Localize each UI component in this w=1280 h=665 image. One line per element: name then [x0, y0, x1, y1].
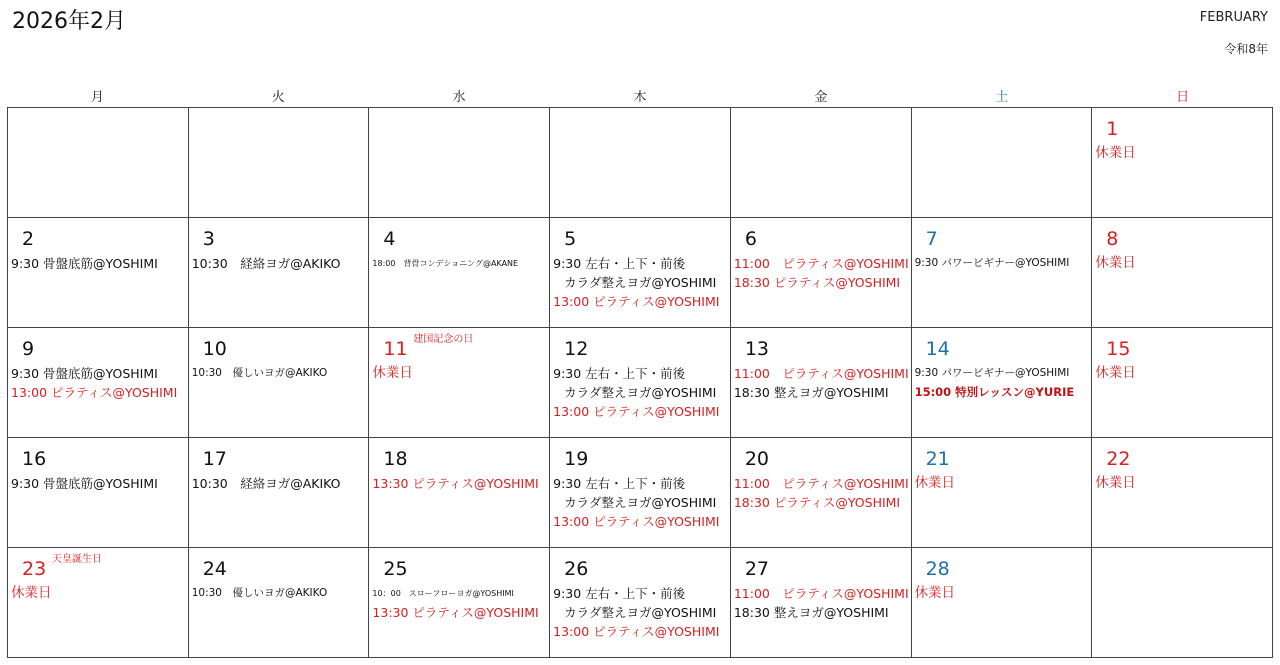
- event-list: [553, 254, 728, 311]
- closed-day-label: 休業日: [1095, 255, 1136, 271]
- day-number: 9: [22, 338, 35, 360]
- day-cell: [550, 548, 731, 658]
- day-number: 15: [1106, 338, 1131, 360]
- day-number: 5: [564, 228, 577, 250]
- event-list: [1095, 144, 1270, 163]
- empty-day-cell: [369, 108, 550, 218]
- closed-day-label: 休業日: [1095, 145, 1136, 161]
- event-list: [372, 254, 547, 273]
- event-list: [734, 254, 909, 292]
- event-item: 10:30 経絡ヨガ@AKIKO: [191, 256, 341, 271]
- event-list: [915, 364, 1090, 402]
- day-cell: [912, 218, 1093, 328]
- event-list: [734, 364, 909, 402]
- event-item: 9:30 骨盤底筋@YOSHIMI: [11, 476, 158, 491]
- weekday-mon: 月: [90, 90, 104, 105]
- day-number: 25: [383, 558, 408, 580]
- holiday-name: 天皇誕生日: [52, 554, 102, 565]
- event-list: [553, 584, 728, 641]
- event-list: [372, 584, 547, 622]
- event-item: 15:00 特別レッスン@YURIE: [914, 385, 1075, 399]
- event-list: [192, 364, 367, 383]
- event-item: 13:00 ピラティス@YOSHIMI: [553, 514, 720, 529]
- day-cell: [189, 218, 370, 328]
- event-item: 9:30 パワービギナー@YOSHIMI: [914, 367, 1070, 379]
- event-list: [553, 364, 728, 421]
- day-cell: [731, 438, 912, 548]
- empty-day-cell: [550, 108, 731, 218]
- day-number: 1: [1106, 118, 1119, 140]
- day-number: 3: [202, 228, 215, 250]
- event-item: 10:30 経絡ヨガ@AKIKO: [191, 476, 341, 491]
- day-cell: [8, 438, 189, 548]
- day-cell: [369, 328, 550, 438]
- event-item: 9:30 パワービギナー@YOSHIMI: [914, 257, 1070, 269]
- day-cell: [1092, 108, 1273, 218]
- event-item: カラダ整えヨガ@YOSHIMI: [564, 495, 717, 510]
- day-number: 17: [202, 448, 227, 470]
- weekday-tue: 火: [271, 90, 285, 105]
- day-cell: [731, 328, 912, 438]
- day-number: 18: [383, 448, 408, 470]
- day-cell: [731, 218, 912, 328]
- event-item: 18:30 整えヨガ@YOSHIMI: [733, 605, 889, 620]
- event-item: 9:30 左右・上下・前後: [553, 256, 686, 271]
- day-number: 4: [383, 228, 396, 250]
- event-item: 13:00 ピラティス@YOSHIMI: [553, 404, 720, 419]
- day-cell: [550, 328, 731, 438]
- day-cell: [189, 438, 370, 548]
- day-number: 10: [202, 338, 227, 360]
- event-list: [11, 474, 186, 493]
- event-item: 11:00 ピラティス@YOSHIMI: [733, 256, 909, 271]
- event-list: [915, 474, 1090, 493]
- day-cell: [1092, 438, 1273, 548]
- day-cell: [369, 438, 550, 548]
- day-cell: [189, 328, 370, 438]
- day-cell: [369, 548, 550, 658]
- event-list: [915, 254, 1090, 273]
- event-list: [1095, 364, 1270, 383]
- event-list: [915, 584, 1090, 603]
- event-list: [1095, 474, 1270, 493]
- event-item: 9:30 左右・上下・前後: [553, 476, 686, 491]
- empty-day-cell: [912, 108, 1093, 218]
- event-item: 18:30 ピラティス@YOSHIMI: [733, 275, 901, 290]
- day-number: 6: [744, 228, 757, 250]
- event-list: [192, 474, 367, 493]
- closed-day-label: 休業日: [1095, 365, 1136, 381]
- day-cell: [189, 548, 370, 658]
- event-list: [372, 364, 547, 383]
- day-number: 28: [925, 558, 950, 580]
- day-number: 13: [744, 338, 770, 360]
- closed-day-label: 休業日: [914, 475, 956, 491]
- calendar-title: 2026年2月: [12, 9, 126, 34]
- day-number: 11: [383, 338, 408, 360]
- day-cell: [550, 438, 731, 548]
- event-item: 18:30 整えヨガ@YOSHIMI: [733, 385, 889, 400]
- day-cell: [912, 328, 1093, 438]
- day-number: 24: [202, 558, 227, 580]
- event-list: [734, 474, 909, 512]
- event-list: [11, 364, 186, 402]
- day-cell: [8, 548, 189, 658]
- day-cell: [1092, 328, 1273, 438]
- japanese-era-label: 令和8年: [1224, 42, 1268, 56]
- event-list: [11, 254, 186, 273]
- holiday-name: 建国記念の日: [413, 334, 474, 345]
- event-list: [372, 474, 547, 493]
- event-item: 18:30 ピラティス@YOSHIMI: [733, 495, 901, 510]
- weekday-sun: 日: [1176, 90, 1190, 105]
- event-item: 9:30 左右・上下・前後: [553, 366, 686, 381]
- day-cell: [1092, 218, 1273, 328]
- day-number: 21: [925, 448, 950, 470]
- weekday-wed: 水: [452, 90, 466, 105]
- closed-day-label: 休業日: [914, 585, 956, 601]
- day-number: 19: [564, 448, 589, 470]
- event-item: 13:00 ピラティス@YOSHIMI: [11, 385, 178, 400]
- day-cell: [912, 438, 1093, 548]
- event-item: 9:30 左右・上下・前後: [553, 586, 686, 601]
- month-english-label: FEBRUARY: [1199, 10, 1268, 25]
- event-item: 13:30 ピラティス@YOSHIMI: [372, 476, 539, 491]
- day-number: 14: [925, 338, 950, 360]
- event-list: [1095, 254, 1270, 273]
- day-number: 12: [564, 338, 589, 360]
- weekday-thu: 木: [633, 90, 647, 105]
- weekday-fri: 金: [814, 90, 828, 105]
- event-item: カラダ整えヨガ@YOSHIMI: [564, 385, 717, 400]
- day-cell: [731, 548, 912, 658]
- event-item: 13:30 ピラティス@YOSHIMI: [372, 605, 539, 620]
- closed-day-label: 休業日: [1095, 475, 1136, 491]
- day-number: 20: [744, 448, 770, 470]
- day-number: 23: [22, 558, 47, 580]
- event-item: 11:00 ピラティス@YOSHIMI: [733, 366, 909, 381]
- event-list: [553, 474, 728, 531]
- day-number: 16: [22, 448, 47, 470]
- empty-day-cell: [189, 108, 370, 218]
- day-number: 22: [1106, 448, 1131, 470]
- event-list: [11, 584, 186, 603]
- weekday-sat: 土: [995, 90, 1009, 105]
- event-item: 11:00 ピラティス@YOSHIMI: [733, 476, 909, 491]
- calendar-grid: [7, 107, 1273, 658]
- day-number: 2: [22, 228, 35, 250]
- event-item: 10:30 優しいヨガ@AKIKO: [191, 367, 328, 379]
- event-item: 10：00 スローフローヨガ@YOSHIMI: [372, 589, 514, 598]
- empty-day-cell: [731, 108, 912, 218]
- event-list: [734, 584, 909, 622]
- event-list: [192, 254, 367, 273]
- day-cell: [550, 218, 731, 328]
- day-cell: [912, 548, 1093, 658]
- empty-day-cell: [1092, 548, 1273, 658]
- day-cell: [8, 218, 189, 328]
- day-number: 27: [744, 558, 770, 580]
- event-item: 13:00 ピラティス@YOSHIMI: [553, 624, 720, 639]
- day-cell: [369, 218, 550, 328]
- empty-day-cell: [8, 108, 189, 218]
- day-number: 8: [1106, 228, 1119, 250]
- event-item: カラダ整えヨガ@YOSHIMI: [564, 605, 717, 620]
- day-number: 26: [564, 558, 589, 580]
- closed-day-label: 休業日: [372, 365, 413, 381]
- event-item: 10:30 優しいヨガ@AKIKO: [191, 587, 328, 599]
- day-cell: [8, 328, 189, 438]
- event-item: 9:30 骨盤底筋@YOSHIMI: [11, 256, 158, 271]
- event-item: カラダ整えヨガ@YOSHIMI: [564, 275, 717, 290]
- event-item: 9:30 骨盤底筋@YOSHIMI: [11, 366, 158, 381]
- event-item: 18:00 背骨コンデショニング@AKANE: [372, 259, 519, 268]
- weekday-header-row: [7, 86, 1273, 106]
- day-number: 7: [925, 228, 938, 250]
- event-item: 11:00 ピラティス@YOSHIMI: [733, 586, 909, 601]
- closed-day-label: 休業日: [11, 585, 52, 601]
- event-item: 13:00 ピラティス@YOSHIMI: [553, 294, 720, 309]
- event-list: [192, 584, 367, 603]
